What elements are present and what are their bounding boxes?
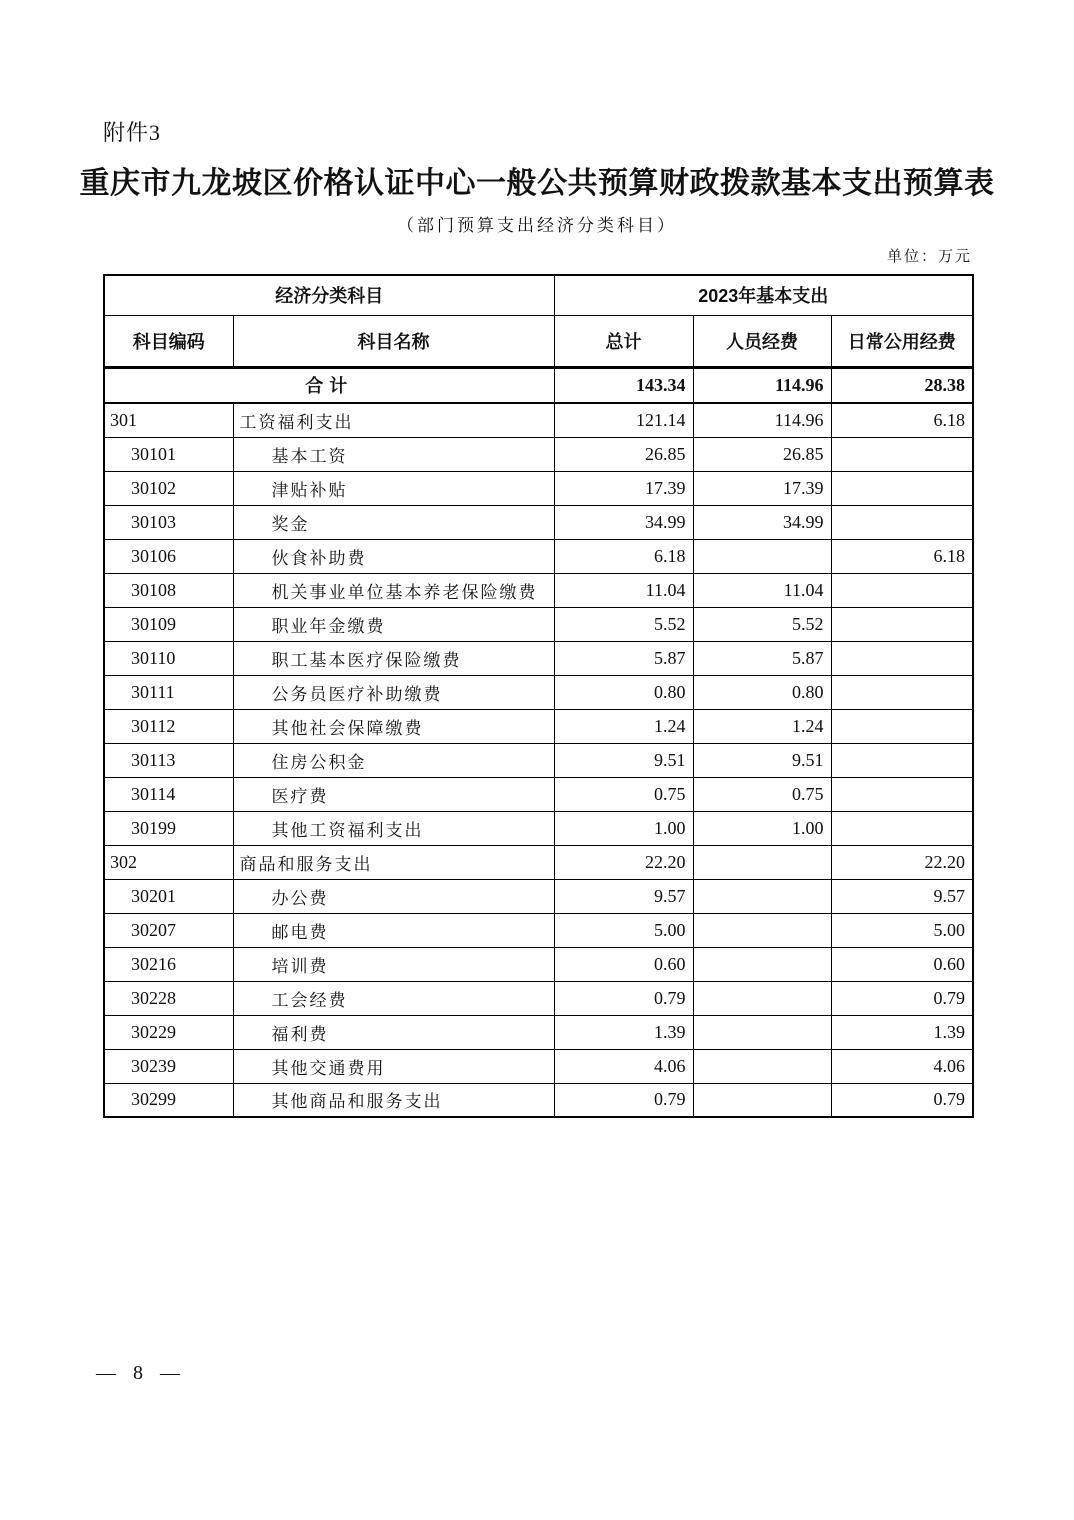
table-row <box>104 709 973 743</box>
subject-name: 培训费 <box>233 947 554 981</box>
value-daily-public: 6.18 <box>831 539 973 573</box>
value-daily-public <box>831 811 973 845</box>
value-total: 1.39 <box>554 1015 693 1049</box>
value-personnel <box>693 539 831 573</box>
value-total: 26.85 <box>554 437 693 471</box>
page-number: — 8 — <box>96 1362 186 1384</box>
table-row <box>104 505 973 539</box>
subject-code: 30207 <box>104 913 233 947</box>
value-daily-public <box>831 505 973 539</box>
value-total: 0.79 <box>554 981 693 1015</box>
table-row <box>104 743 973 777</box>
table-row <box>104 811 973 845</box>
value-daily-public: 0.60 <box>831 947 973 981</box>
value-personnel <box>693 947 831 981</box>
table-row <box>104 1049 973 1083</box>
subject-name: 伙食补助费 <box>233 539 554 573</box>
table-row <box>104 913 973 947</box>
value-personnel: 11.04 <box>693 573 831 607</box>
table-row <box>104 981 973 1015</box>
table-row <box>104 607 973 641</box>
unit-note: 单位：万元 <box>886 249 972 265</box>
value-daily-public <box>831 641 973 675</box>
col-header-subject-name: 科目名称 <box>233 315 554 367</box>
subject-code: 30106 <box>104 539 233 573</box>
subject-name: 奖金 <box>233 505 554 539</box>
value-personnel: 1.00 <box>693 811 831 845</box>
table-row <box>104 403 973 437</box>
subject-name: 公务员医疗补助缴费 <box>233 675 554 709</box>
table-row <box>104 947 973 981</box>
value-personnel: 34.99 <box>693 505 831 539</box>
subject-code: 30199 <box>104 811 233 845</box>
subject-code: 30228 <box>104 981 233 1015</box>
total-row <box>104 367 973 403</box>
value-personnel <box>693 879 831 913</box>
value-total: 9.57 <box>554 879 693 913</box>
value-total: 9.51 <box>554 743 693 777</box>
group-header-year-expense: 2023年基本支出 <box>554 275 973 315</box>
subject-code: 30109 <box>104 607 233 641</box>
table-row <box>104 437 973 471</box>
value-daily-public <box>831 471 973 505</box>
value-total: 17.39 <box>554 471 693 505</box>
value-daily-public <box>831 743 973 777</box>
value-personnel <box>693 1083 831 1117</box>
subject-name: 工会经费 <box>233 981 554 1015</box>
total-row-total: 143.34 <box>554 367 693 403</box>
value-total: 0.79 <box>554 1083 693 1117</box>
value-total: 0.80 <box>554 675 693 709</box>
subject-code: 30299 <box>104 1083 233 1117</box>
value-daily-public <box>831 437 973 471</box>
group-header-row <box>104 275 973 315</box>
table-row <box>104 879 973 913</box>
value-daily-public: 0.79 <box>831 981 973 1015</box>
subject-code: 30101 <box>104 437 233 471</box>
group-header-classification: 经济分类科目 <box>104 275 554 315</box>
value-daily-public: 5.00 <box>831 913 973 947</box>
table-row <box>104 777 973 811</box>
subject-name: 机关事业单位基本养老保险缴费 <box>233 573 554 607</box>
value-total: 4.06 <box>554 1049 693 1083</box>
value-daily-public <box>831 573 973 607</box>
value-personnel: 1.24 <box>693 709 831 743</box>
value-personnel: 9.51 <box>693 743 831 777</box>
page-title: 重庆市九龙坡区价格认证中心一般公共预算财政拨款基本支出预算表 <box>79 167 995 200</box>
table-row <box>104 675 973 709</box>
subject-name: 其他工资福利支出 <box>233 811 554 845</box>
subject-name: 职业年金缴费 <box>233 607 554 641</box>
value-total: 5.52 <box>554 607 693 641</box>
value-personnel: 5.87 <box>693 641 831 675</box>
value-personnel: 17.39 <box>693 471 831 505</box>
subject-name: 住房公积金 <box>233 743 554 777</box>
value-personnel <box>693 1015 831 1049</box>
col-header-total: 总计 <box>554 315 693 367</box>
table-row <box>104 641 973 675</box>
subject-code: 30239 <box>104 1049 233 1083</box>
value-total: 5.00 <box>554 913 693 947</box>
table-row <box>104 539 973 573</box>
value-daily-public <box>831 709 973 743</box>
value-personnel: 5.52 <box>693 607 831 641</box>
total-row-daily-public: 28.38 <box>831 367 973 403</box>
table-row <box>104 845 973 879</box>
subject-name: 职工基本医疗保险缴费 <box>233 641 554 675</box>
subject-name: 其他交通费用 <box>233 1049 554 1083</box>
subject-name: 工资福利支出 <box>233 403 554 437</box>
table-row <box>104 1083 973 1117</box>
value-total: 6.18 <box>554 539 693 573</box>
subject-code: 30216 <box>104 947 233 981</box>
subject-code: 30112 <box>104 709 233 743</box>
subject-code: 30110 <box>104 641 233 675</box>
table-row <box>104 1015 973 1049</box>
value-daily-public: 4.06 <box>831 1049 973 1083</box>
total-row-personnel: 114.96 <box>693 367 831 403</box>
col-header-daily-public: 日常公用经费 <box>831 315 973 367</box>
column-header-row <box>104 315 973 367</box>
value-daily-public: 9.57 <box>831 879 973 913</box>
subject-code: 302 <box>104 845 233 879</box>
table-body <box>104 367 973 1117</box>
col-header-subject-code: 科目编码 <box>104 315 233 367</box>
value-total: 121.14 <box>554 403 693 437</box>
value-daily-public <box>831 607 973 641</box>
subject-code: 30229 <box>104 1015 233 1049</box>
subject-code: 30102 <box>104 471 233 505</box>
value-personnel: 114.96 <box>693 403 831 437</box>
table-row <box>104 573 973 607</box>
value-daily-public <box>831 675 973 709</box>
value-daily-public: 22.20 <box>831 845 973 879</box>
subject-name: 福利费 <box>233 1015 554 1049</box>
value-total: 34.99 <box>554 505 693 539</box>
subject-code: 301 <box>104 403 233 437</box>
subject-code: 30108 <box>104 573 233 607</box>
value-personnel: 26.85 <box>693 437 831 471</box>
value-daily-public <box>831 777 973 811</box>
total-row-label: 合计 <box>104 367 554 403</box>
subject-name: 医疗费 <box>233 777 554 811</box>
col-header-personnel: 人员经费 <box>693 315 831 367</box>
subject-name: 邮电费 <box>233 913 554 947</box>
value-total: 0.75 <box>554 777 693 811</box>
subject-name: 办公费 <box>233 879 554 913</box>
value-total: 1.00 <box>554 811 693 845</box>
value-total: 5.87 <box>554 641 693 675</box>
subject-name: 商品和服务支出 <box>233 845 554 879</box>
table-row <box>104 471 973 505</box>
subject-code: 30103 <box>104 505 233 539</box>
subject-code: 30201 <box>104 879 233 913</box>
budget-table <box>103 274 974 1118</box>
value-personnel <box>693 845 831 879</box>
subject-name: 津贴补贴 <box>233 471 554 505</box>
value-personnel: 0.80 <box>693 675 831 709</box>
subject-code: 30111 <box>104 675 233 709</box>
value-personnel: 0.75 <box>693 777 831 811</box>
value-daily-public: 1.39 <box>831 1015 973 1049</box>
value-daily-public: 6.18 <box>831 403 973 437</box>
value-personnel <box>693 913 831 947</box>
subject-name: 其他社会保障缴费 <box>233 709 554 743</box>
value-total: 1.24 <box>554 709 693 743</box>
value-personnel <box>693 981 831 1015</box>
value-personnel <box>693 1049 831 1083</box>
value-daily-public: 0.79 <box>831 1083 973 1117</box>
subject-name: 其他商品和服务支出 <box>233 1083 554 1117</box>
subject-code: 30113 <box>104 743 233 777</box>
subject-name: 基本工资 <box>233 437 554 471</box>
page-subtitle: （部门预算支出经济分类科目） <box>397 216 677 235</box>
subject-code: 30114 <box>104 777 233 811</box>
attachment-label: 附件3 <box>103 120 162 145</box>
value-total: 0.60 <box>554 947 693 981</box>
value-total: 11.04 <box>554 573 693 607</box>
value-total: 22.20 <box>554 845 693 879</box>
